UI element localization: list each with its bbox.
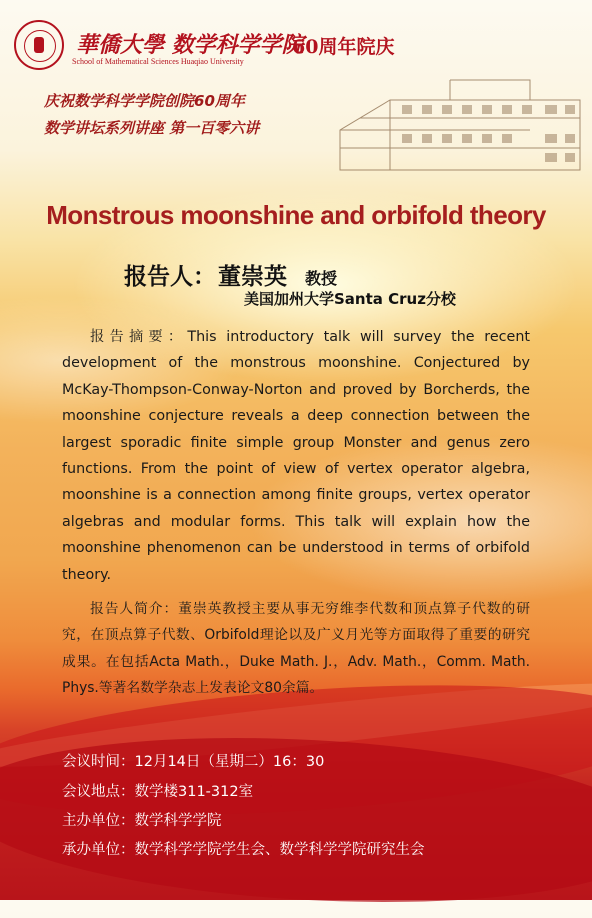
abstract-paragraph: 报告摘要：This introductory talk will survey the recent development of the monstrous moonshine. Conjectured by McKay-Thompson-Conway-Norton and proved by Borcherds, the moonshine conjecture reveals a deep connection between the largest sporadic finite simple group Monster and genus zero functions. From the point of view of vertex operator algebra, moonshine is a connection among finite groups, vertex operator algebras and modular forms. This talk will explain how the moonshine phenomenon can be understood in terms of orbifold theory. <box>62 329 530 583</box>
anniversary-label: 60周年院庆 <box>292 36 395 58</box>
speaker-name: 董崇英 <box>218 264 287 290</box>
school-name-en: School of Mathematical Sciences Huaqiao University <box>72 57 244 66</box>
speaker-line <box>124 258 337 291</box>
bio-paragraph: 报告人简介：董崇英教授主要从事无穷维李代数和顶点算子代数的研究，在顶点算子代数、Orbifold理论以及广义月光等方面取得了重要的研究成果。在包括Acta Math.，Duke Math. J.，Adv. Math.，Comm. Math. Phys.等著名数学杂志上发表论文80余篇。 <box>62 601 530 697</box>
speaker-label: 报告人： <box>124 264 216 290</box>
host-unit: 主办单位：数学科学学院 <box>62 813 222 829</box>
talk-title: Monstrous moonshine and orbifold theory <box>46 200 546 230</box>
logo-emblem-icon <box>34 37 44 53</box>
speaker-title: 教授 <box>305 269 338 288</box>
organizer-unit: 承办单位：数学科学学院学生会、数学科学学院研究生会 <box>62 842 425 858</box>
speaker-affiliation: 美国加州大学Santa Cruz分校 <box>244 290 456 308</box>
celebration-line: 庆祝数学科学学院创院60周年 <box>44 92 245 110</box>
building-illustration <box>330 60 590 180</box>
meeting-time: 会议时间：12月14日（星期二）16：30 <box>62 754 325 770</box>
meeting-place: 会议地点：数学楼311-312室 <box>62 784 254 800</box>
school-name-cn: 華僑大學 数学科学学院 <box>76 32 304 58</box>
lecture-series-line: 数学讲坛系列讲座 第一百零六讲 <box>44 119 260 137</box>
university-logo <box>14 20 64 70</box>
